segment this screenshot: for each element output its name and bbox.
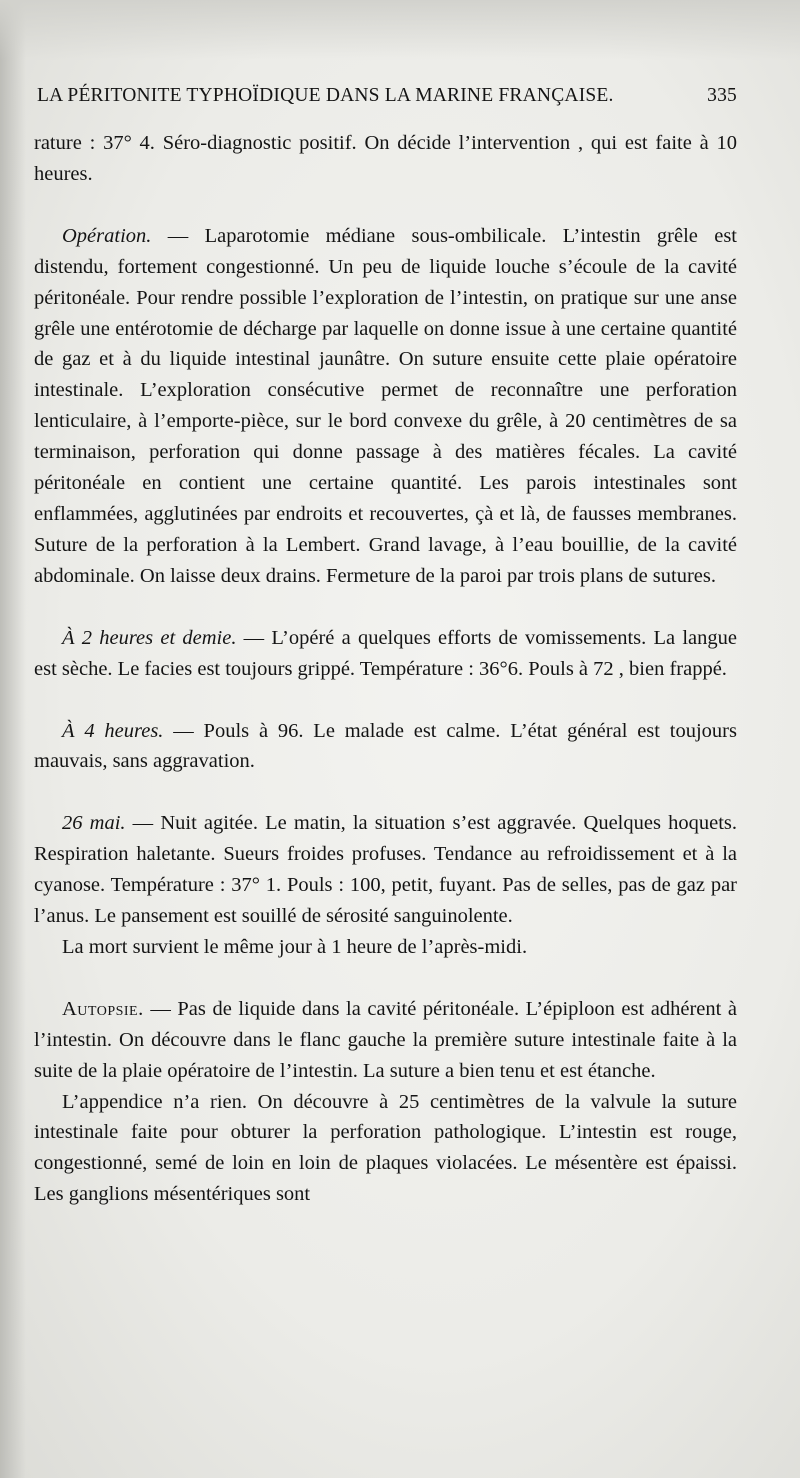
paragraph-text: L’appendice n’a rien. On découvre à 25 centimètres de la valvule la suture intestinale faite pour obturer la perforation pathologique. L’intestin est rouge, congestionné, semé de loin en loin de plaques violacées. Le mésentère est épaissi. Les ganglions mésentériques sont [34, 1090, 737, 1206]
paragraph-appendice [34, 1087, 737, 1211]
running-head [37, 85, 737, 115]
running-head-title: LA PÉRITONITE TYPHOÏDIQUE DANS LA MARINE FRANÇAISE. [37, 85, 614, 106]
paragraph-two-thirty [34, 623, 737, 685]
paragraph-lead: Autopsie. [62, 997, 144, 1020]
paragraph-text: La mort survient le même jour à 1 heure de l’après-midi. [62, 935, 528, 958]
paragraph-continuation [34, 128, 737, 190]
body-text [34, 128, 737, 1210]
paragraph-text: — Pas de liquide dans la cavité péritonéale. L’épiploon est adhérent à l’intestin. On découvre dans le flanc gauche la première suture intestinale faite à la suite de la plaie opératoire de l’intestin. La suture a bien tenu et est étanche. [34, 997, 737, 1082]
paragraph-death [34, 932, 737, 963]
paragraph-26-mai [34, 808, 737, 932]
paragraph-text: — Nuit agitée. Le matin, la situation s’est aggravée. Quelques hoquets. Respiration haletante. Sueurs froides profuses. Tendance au refroidissement et à la cyanose. Température : 37° 1. Pouls : 100, petit, fuyant. Pas de selles, pas de gaz par l’anus. Le pansement est souillé de sérosité sanguinolente. [34, 812, 738, 928]
paragraph-operation [34, 221, 737, 592]
binding-shadow [0, 0, 26, 1478]
paragraph-text: — L’opéré a quelques efforts de vomissements. La langue est sèche. Le facies est toujours grippé. Température : 36°6. Pouls à 72 , bien frappé. [34, 626, 737, 680]
paragraph-text: rature : 37° 4. Séro-diagnostic positif. On décide l’intervention , qui est faite à 10 heures. [34, 132, 737, 185]
page-number: 335 [707, 85, 737, 106]
paragraph-lead: À 2 heures et demie. [62, 626, 237, 649]
top-edge-shadow [0, 0, 800, 60]
paragraph-lead: À 4 heures. [62, 719, 164, 742]
paragraph-text: — Pouls à 96. Le malade est calme. L’état général est toujours mauvais, sans aggravation. [34, 719, 737, 773]
paragraph-lead: 26 mai. [62, 812, 126, 835]
paragraph-text: — Laparotomie médiane sous-ombilicale. L’intestin grêle est distendu, fortement congestionné. Un peu de liquide louche s’écoule de la cavité péritonéale. Pour rendre possible l’exploration de l’intestin, on pratique sur une anse grêle une entérotomie de décharge par laquelle on donne issue à une certaine quantité de gaz et à du liquide intestinal jaunâtre. On suture ensuite cette plaie opératoire intestinale. L’exploration consécutive permet de reconnaître une perforation lenticulaire, à l’emporte-pièce, sur le bord convexe du grêle, à 20 centimètres de sa terminaison, perforation qui donne passage à des matières fécales. La cavité péritonéale en contient une certaine quantité. Les parois intestinales sont enflammées, agglutinées par endroits et recouvertes, çà et là, de fausses membranes. Suture de la perforation à la Lembert. Grand lavage, à l’eau bouillie, de la cavité abdominale. On laisse deux drains. Fermeture de la paroi par trois plans de sutures. [34, 224, 737, 587]
paragraph-four-hours [34, 716, 737, 778]
paragraph-autopsie [34, 994, 737, 1087]
paragraph-lead: Opération. [62, 224, 152, 247]
